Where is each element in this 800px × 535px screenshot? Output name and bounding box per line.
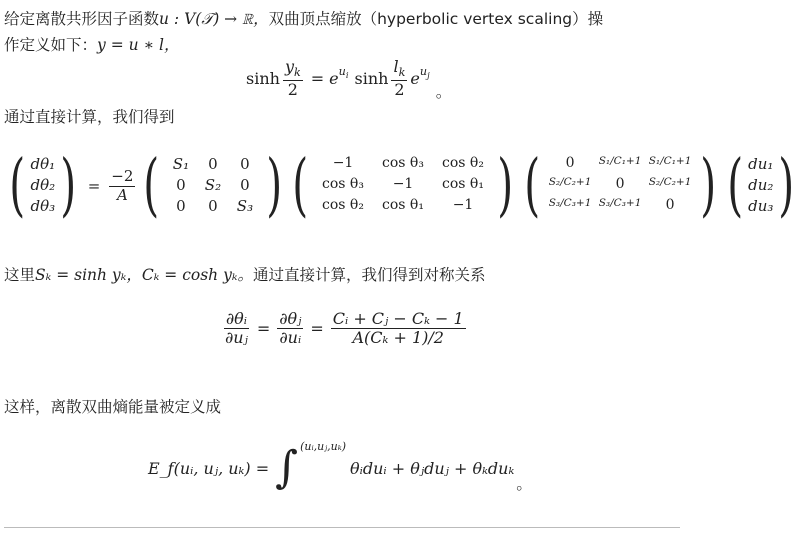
dtheta-j-du-i [277,310,303,348]
integral-sign: ∫ [275,442,299,493]
s-cell: 0 [208,154,218,173]
den-two: 2 [287,80,298,100]
d-theta-1: dθ₁ [30,154,56,173]
intro-line-1 [4,8,603,30]
s-cell: S₁ [172,154,190,173]
text-direct-calc: 通过直接计算，我们得到 [4,108,175,126]
s-cell: 0 [176,175,186,194]
sinh-label: sinh [246,69,280,89]
cos-cell: cos θ₃ [322,175,364,192]
cos-cell: cos θ₃ [382,154,424,171]
fraction-l [391,58,407,99]
scaling-formula: y = u ∗ l， [97,36,180,54]
s-cell: 0 [176,196,186,215]
sym-den-2: ∂uᵢ [279,328,302,348]
y-var: y [284,57,294,76]
equals-matrix: = [87,177,101,195]
symmetric-relation [220,310,469,348]
ratio-cell: S₁/C₁+1 [648,154,692,167]
sym-eq-2: = [310,319,324,339]
lhs-vector [31,155,56,218]
du-rparen: ) [778,146,795,225]
intro-text-suffix: 双曲顶点缩放（hyperbolic vertex scaling）操 [268,10,604,28]
sinh-label-2: sinh [354,69,389,89]
equals-sign: = [310,69,325,89]
integral-upper: (uᵢ,uⱼ,uₖ) [300,439,347,453]
ratio-cell: S₃/C₃+1 [548,196,592,209]
c-lparen: ( [292,146,309,225]
fraction-y [283,58,303,99]
coef-fraction [109,168,135,204]
text3-suffix: 通过直接计算，我们得到对称关系 [253,266,486,284]
ratio-cell: 0 [665,196,675,213]
energy-lhs: E_f(uᵢ, uⱼ, uₖ) = [148,458,270,478]
exp2-sup: u [419,65,428,79]
s-lparen: ( [143,146,160,225]
rparen: ) [60,146,77,225]
integrand: θᵢduᵢ + θⱼduⱼ + θₖduₖ [350,458,515,478]
cos-cell: cos θ₁ [442,175,484,192]
sym-num-1: ∂θᵢ [225,309,247,328]
c-rparen: ) [497,146,514,225]
y-sub: k [293,66,301,80]
cos-cell: −1 [332,154,354,171]
sym-eq-1: = [256,319,271,339]
rhs-vector [748,155,773,218]
s-cell: 0 [208,196,218,215]
s-cell: 0 [240,154,250,173]
sym-den-1: ∂uⱼ [225,328,248,348]
cos-cell: −1 [392,175,414,192]
exp-e: e [329,69,339,89]
ratio-cell: S₃/C₃+1 [598,196,642,209]
period-1: 。 [435,82,452,102]
s-cell: 0 [240,175,250,194]
ratio-cell: 0 [565,154,575,171]
cos-cell: cos θ₂ [322,196,364,213]
du-3: du₃ [748,196,774,215]
cos-cell: cos θ₁ [382,196,424,213]
sk-ck-definition: Sₖ = sinh yₖ，Cₖ = cosh yₖ。 [35,266,253,284]
intro-text-2: 作定义如下： [4,36,98,54]
period-2: 。 [516,473,533,493]
sym-rhs [331,310,466,348]
d-theta-3: dθ₃ [30,196,56,215]
r-rparen: ) [700,146,717,225]
l-var: l [393,57,399,76]
sym-num-3: Cᵢ + Cⱼ − Cₖ − 1 [332,309,464,328]
s-rparen: ) [266,146,283,225]
coef-num: −2 [111,167,134,186]
du-2: du₂ [748,175,774,194]
exp-e-2: e [410,69,420,89]
ratio-cell: S₂/C₂+1 [648,175,692,188]
lparen: ( [9,146,26,225]
ratio-cell: 0 [615,175,625,192]
r-lparen: ( [523,146,540,225]
matrix-equation [4,146,800,225]
sinh-equation [246,57,452,102]
function-signature: u : V(𝒯) → ℝ， [159,10,269,28]
den-two-2: 2 [394,80,405,100]
l-sub: k [398,66,406,80]
dtheta-i-du-j [223,310,250,348]
intro-line-2 [4,34,179,56]
text-energy-def: 这样，离散双曲熵能量被定义成 [4,398,222,416]
ratio-matrix [545,155,695,218]
ratio-cell: S₂/C₂+1 [548,175,592,188]
cos-cell: −1 [452,196,474,213]
exp-sup-sub: i [345,70,349,81]
bottom-divider [4,527,680,528]
du-lparen: ( [726,146,743,225]
intro-text: 给定离散共形因子函数 [4,10,160,28]
exp-sup: u [338,65,346,79]
ratio-cell: S₁/C₁+1 [598,154,642,167]
exp2-sup-sub: j [427,70,430,81]
text-definitions [4,264,486,286]
energy-integral [148,439,533,493]
du-1: du₁ [748,154,774,173]
d-theta-2: dθ₂ [30,175,56,194]
s-cell: S₃ [236,196,254,215]
text3-prefix: 这里 [4,266,36,284]
sym-den-3: A(Cₖ + 1)/2 [352,328,444,348]
s-matrix [165,155,261,218]
s-cell: S₂ [204,175,222,194]
cos-matrix [314,155,492,218]
coef-den: A [116,185,128,204]
sym-num-2: ∂θⱼ [279,309,302,328]
cos-cell: cos θ₂ [442,154,484,171]
